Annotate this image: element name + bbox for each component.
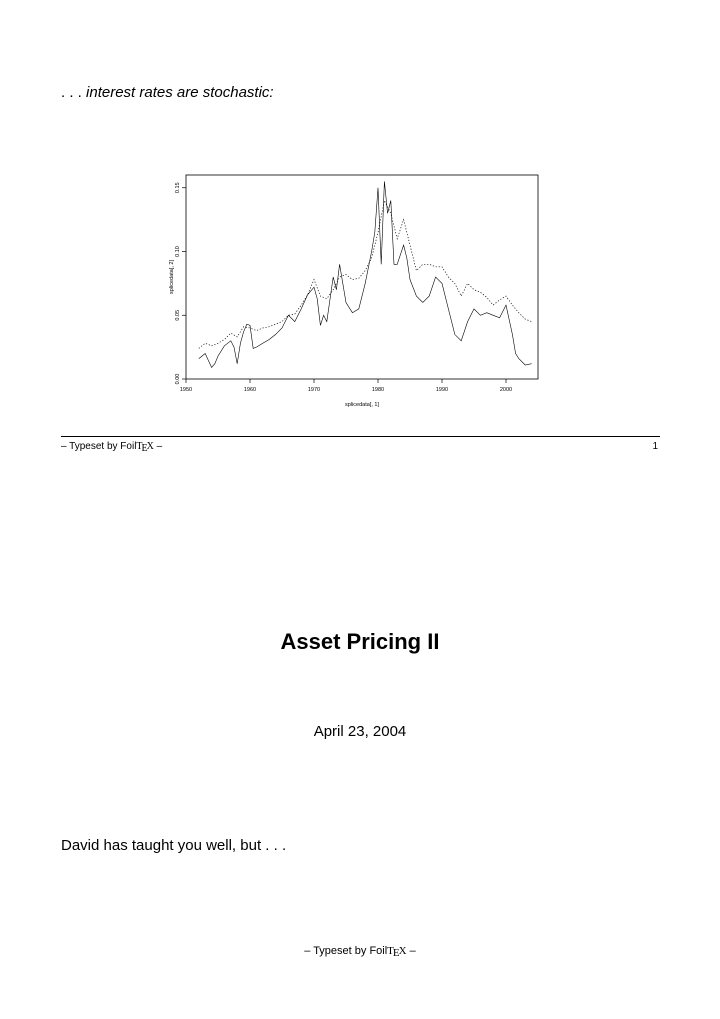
- page-title: Asset Pricing II: [280, 629, 440, 654]
- interest-rate-chart: [160, 166, 560, 416]
- tex-e-2: E: [392, 947, 400, 959]
- x-tick-label-1980: 1980: [371, 387, 385, 393]
- y-axis-label: splicedata[, 2]: [169, 260, 175, 294]
- tex-t: T: [136, 441, 143, 452]
- tex-x: X: [146, 441, 154, 452]
- slide-date: April 23, 2004: [313, 723, 407, 740]
- x-tick-label-1990: 1990: [435, 387, 449, 393]
- slide-body: David has taught you well, but . . .: [61, 837, 287, 854]
- x-tick-label-2000: 2000: [499, 387, 513, 393]
- page-number: 1: [652, 441, 658, 452]
- tex-x-2: X: [398, 945, 407, 957]
- x-tick-label-1970: 1970: [307, 387, 321, 393]
- tex-logo-2: [387, 945, 406, 957]
- footer-center-suffix: –: [406, 945, 416, 957]
- y-tick-label-0.10: 0.10: [175, 246, 181, 257]
- series-line-solid: [199, 181, 532, 367]
- tex-logo: [136, 441, 153, 452]
- y-tick-label-0.05: 0.05: [175, 309, 181, 321]
- footer-left: [61, 441, 162, 452]
- footer-left-prefix: – Typeset by Foil: [61, 441, 137, 452]
- tex-t-2: T: [387, 945, 394, 957]
- intro-prefix: . . .: [61, 84, 87, 101]
- series-line-dotted: [199, 201, 532, 349]
- intro-italic: interest rates are stochastic:: [86, 84, 274, 101]
- y-tick-label-0.00: 0.00: [175, 373, 181, 385]
- footer-center: [0, 945, 720, 957]
- tex-e: E: [141, 443, 148, 454]
- plot-frame: [186, 175, 538, 379]
- footer-center-prefix: – Typeset by Foil: [304, 945, 388, 957]
- x-tick-label-1960: 1960: [243, 387, 257, 393]
- x-tick-label-1950: 1950: [179, 387, 193, 393]
- x-axis-label: splicedata[, 1]: [345, 402, 379, 408]
- chart-root: [169, 175, 538, 408]
- footer-rule: [61, 436, 660, 437]
- slide1-intro: [61, 84, 274, 101]
- y-tick-label-0.15: 0.15: [175, 182, 181, 194]
- footer-left-suffix: –: [153, 441, 163, 452]
